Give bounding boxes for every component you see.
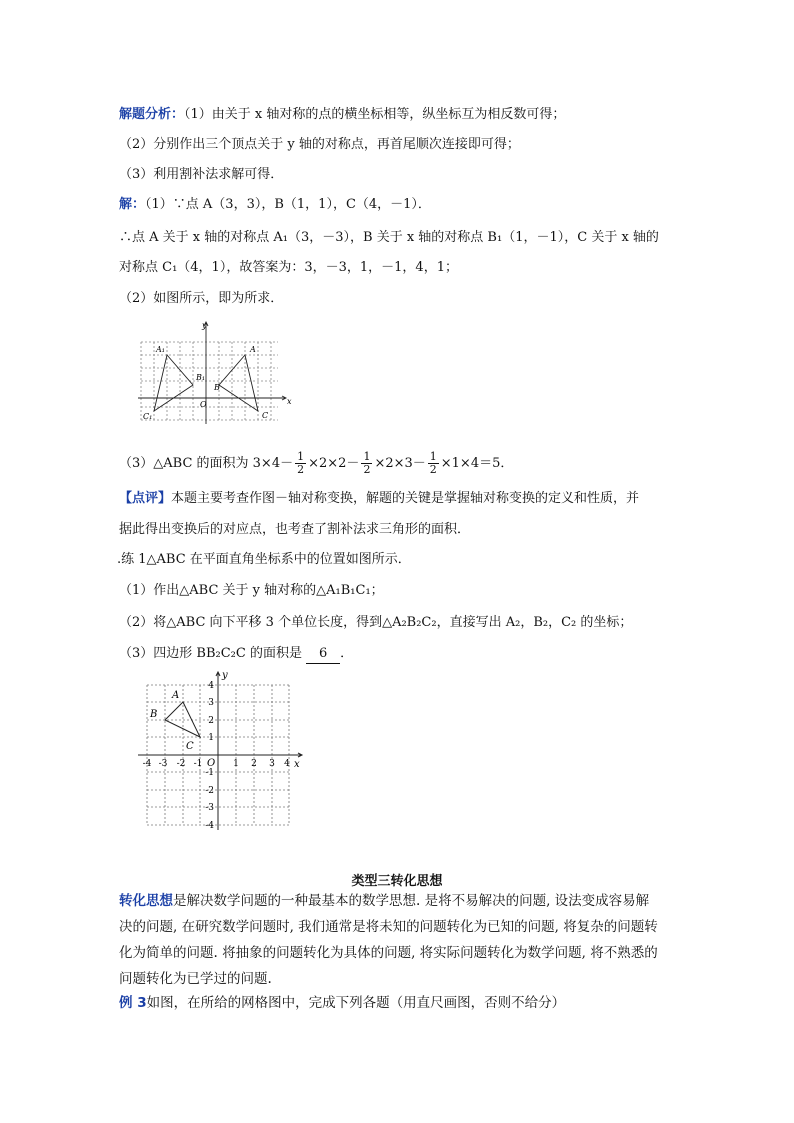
- exercise-graph: [136, 668, 312, 834]
- g2-y-tick: -2: [205, 786, 214, 796]
- g2-x-tick: 4: [284, 759, 290, 769]
- g2-x-tick: 3: [269, 759, 275, 769]
- g2-x-tick: 2: [251, 759, 257, 769]
- solution-line-1: [119, 196, 431, 214]
- g2-y-label: y: [222, 670, 228, 681]
- analysis-text-1: （1）由关于 x 轴对称的点的横坐标相等，纵坐标互为相反数可得；: [184, 107, 566, 122]
- fraction-half-3: $\frac{1}{2}$: [429, 450, 437, 476]
- g1-x-label: x: [287, 397, 292, 406]
- g2-y-tick: 2: [208, 716, 214, 726]
- solution-line-4: （2）如图所示，即为所求．: [119, 291, 284, 306]
- g2-x-label: x: [294, 759, 300, 770]
- analysis-heading: 解题分析：: [119, 107, 185, 122]
- fraction-half-1: $\frac{1}{2}$: [297, 450, 305, 476]
- para-line-2: 决的问题, 在研究数学问题时, 我们通常是将未知的问题转化为已知的问题, 将复杂的问题转: [119, 919, 658, 935]
- g2-y-tick: -1: [205, 768, 214, 778]
- g2-x-tick: -4: [142, 759, 152, 769]
- comment-line-2: 据此得出变换后的对应点，也考查了割补法求三角形的面积．: [119, 522, 471, 537]
- g2-origin-label: O: [207, 758, 216, 769]
- section-term: 转化思想: [119, 893, 173, 909]
- solution-line-2: ∴点 A 关于 x 轴的对称点 A₁（3，－3），B 关于 x 轴的对称点 B₁（1，－1），C 关于 x 轴的: [119, 230, 659, 245]
- exercise-line-3: （3）四边形 BB₂C₂C 的面积是 6 ．: [119, 645, 353, 664]
- para-line-4: 问题转化为已学过的问题.: [119, 971, 272, 987]
- analysis-line-2: （2）分别作出三个顶点关于 y 轴的对称点，再首尾顺次连接即可得；: [119, 137, 520, 152]
- g2-x-tick: 1: [233, 759, 239, 769]
- para-line-3: 化为简单的问题. 将抽象的问题转化为具体的问题, 将实际问题转化为数学问题, 将不熟悉的: [119, 945, 658, 961]
- g1-point-c-label: C: [262, 411, 269, 420]
- g2-x-tick: -1: [193, 759, 203, 769]
- g2-x-tick: -3: [158, 759, 168, 769]
- comment-line-1: 【点评】本题主要考查作图－轴对称变换，解题的关键是掌握轴对称变换的定义和性质，并: [119, 491, 640, 506]
- g2-point-c-label: C: [186, 741, 194, 752]
- fraction-half-2: $\frac{1}{2}$: [363, 450, 371, 476]
- g1-point-b1-label: B₁: [196, 373, 206, 382]
- example-tag: 例 3: [119, 995, 147, 1011]
- solution-line-3: 对称点 C₁（4，1），故答案为：3，－3，1，－1，4，1；: [119, 260, 458, 275]
- exercise-line-2: （2）将△ABC 向下平移 3 个单位长度，得到△A₂B₂C₂，直接写出 A₂，B₂，C₂ 的坐标；: [119, 615, 633, 630]
- g1-point-b-label: B: [214, 383, 220, 392]
- solution-graph: [136, 316, 296, 428]
- comment-tag: 【点评】: [119, 491, 172, 506]
- g2-y-tick: 1: [208, 733, 214, 743]
- exercise-line-0: .练 1△ABC 在平面直角坐标系中的位置如图所示．: [117, 552, 411, 567]
- exercise-line-1: （1）作出△ABC 关于 y 轴对称的△A₁B₁C₁；: [119, 583, 384, 598]
- g1-origin-label: O: [200, 400, 207, 409]
- g1-point-a1-label: A₁: [156, 345, 165, 354]
- g1-point-a-label: A: [250, 345, 256, 354]
- example-line: 例 3如图，在所给的网格图中，完成下列各题（用直尺画图，否则不给分）: [119, 995, 566, 1011]
- analysis-line-3: （3）利用割补法求解可得．: [119, 167, 284, 182]
- solution-text-1: （1）∵点 A（3，3），B（1，1），C（4，－1）．: [145, 197, 431, 212]
- g2-y-tick: -3: [205, 803, 214, 813]
- section-title: 类型三转化思想: [351, 874, 443, 889]
- g2-point-b-label: B: [150, 709, 158, 720]
- analysis-line-1: [119, 106, 565, 124]
- g2-x-tick: -2: [176, 759, 186, 769]
- g1-y-label: y: [202, 321, 207, 330]
- para-line-1: 转化思想是解决数学问题的一种最基本的数学思想. 是将不易解决的问题, 设法变成容易解: [119, 893, 650, 909]
- g2-point-a-label: A: [172, 690, 180, 701]
- solution-line-5: （3）△ABC 的面积为 3×4－ $\frac{1}{2}$ ×2×2－ $\frac{1}{2}$ ×2×3－ $\frac{1}{2}$ ×1×4＝5．: [119, 450, 514, 476]
- g2-y-tick: 4: [208, 681, 214, 691]
- g1-point-c1-label: C₁: [143, 412, 153, 421]
- exercise-answer: 6: [306, 645, 340, 664]
- solution-heading: 解：: [119, 197, 146, 212]
- g2-y-tick: 3: [208, 698, 214, 708]
- section-paragraph: [119, 888, 675, 992]
- g2-y-tick: -4: [205, 821, 214, 831]
